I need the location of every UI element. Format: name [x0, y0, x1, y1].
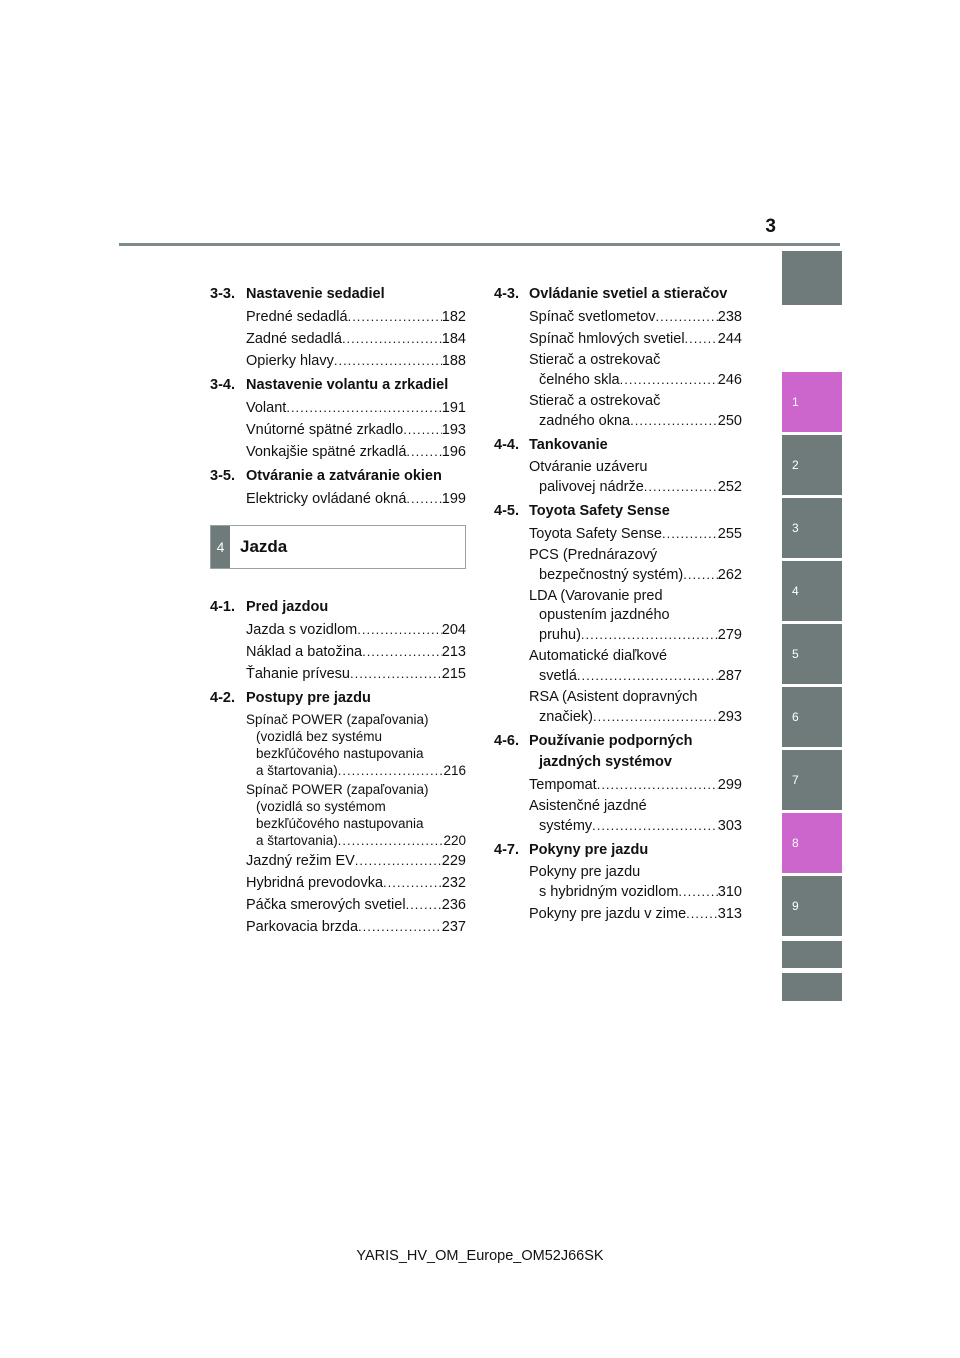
- thumb-tab-label: 5: [792, 647, 799, 661]
- entry-title: Vnútorné spätné zrkadlo: [246, 422, 404, 438]
- dot-leader: [403, 420, 442, 439]
- section-title: Toyota Safety Sense: [529, 503, 670, 519]
- toc-entry[interactable]: [494, 775, 742, 795]
- toc-entry[interactable]: [210, 307, 466, 327]
- entry-title-line: pruhu): [539, 627, 581, 643]
- entry-title-line: Automatické diaľkové: [529, 648, 668, 664]
- thumb-tab-label: 9: [792, 899, 799, 913]
- entry-title-line: bezkľúčového nastupovania: [256, 816, 424, 831]
- entry-page: 303: [717, 818, 742, 834]
- section-number: 4-7.: [494, 842, 519, 858]
- entry-title: Ťahanie prívesu: [246, 666, 350, 682]
- dot-leader: [662, 524, 718, 543]
- entry-title-line: bezpečnostný systém): [539, 567, 684, 583]
- toc-entry[interactable]: [494, 458, 742, 497]
- chapter-title: Jazda: [240, 537, 288, 556]
- entry-page: 262: [717, 567, 742, 583]
- toc-section-heading[interactable]: [210, 284, 466, 305]
- toc-entry[interactable]: [210, 781, 466, 849]
- entry-title: Spínač svetlometov: [529, 309, 656, 325]
- thumb-tab-5[interactable]: [782, 624, 842, 684]
- entry-title-line: opustením jazdného: [539, 607, 670, 623]
- entry-page: 299: [717, 777, 742, 793]
- toc-entry[interactable]: [210, 398, 466, 418]
- toc-entry[interactable]: [210, 620, 466, 640]
- entry-title-line: a štartovania): [256, 763, 338, 778]
- section-number: 3-3.: [210, 286, 235, 302]
- section-title: Pokyny pre jazdu: [529, 842, 649, 858]
- section-title: jazdných systémov: [539, 754, 672, 770]
- entry-title-line: zadného okna: [539, 413, 631, 429]
- dot-leader: [334, 351, 442, 370]
- toc-entry[interactable]: [494, 351, 742, 390]
- dot-leader: [683, 565, 718, 584]
- section-number: 4-6.: [494, 733, 519, 749]
- entry-page: 191: [441, 400, 466, 416]
- document-footer: YARIS_HV_OM_Europe_OM52J66SK: [356, 1248, 604, 1264]
- dot-leader: [338, 832, 444, 849]
- entry-title: Pokyny pre jazdu v zime: [529, 906, 687, 922]
- entry-title-line: a štartovania): [256, 833, 338, 848]
- toc-entry[interactable]: [210, 420, 466, 440]
- dot-leader: [577, 666, 718, 685]
- toc-entry[interactable]: [494, 392, 742, 431]
- thumb-tab-label: 6: [792, 710, 799, 724]
- dot-leader: [630, 411, 718, 430]
- dot-leader: [357, 620, 442, 639]
- chapter-number-tab: 4: [211, 526, 230, 568]
- toc-entry[interactable]: [494, 904, 742, 924]
- entry-title: Zadné sedadlá: [246, 331, 342, 347]
- section-number: 4-2.: [210, 690, 235, 706]
- entry-page: 220: [443, 833, 466, 848]
- entry-page: 310: [717, 884, 742, 900]
- dot-leader: [678, 882, 717, 901]
- toc-section-heading[interactable]: [210, 597, 466, 618]
- entry-title: Hybridná prevodovka: [246, 875, 384, 891]
- entry-title: Predné sedadlá: [246, 309, 348, 325]
- entry-title: Toyota Safety Sense: [529, 526, 662, 542]
- section-title: Postupy pre jazdu: [246, 690, 371, 706]
- toc-section-heading[interactable]: [210, 466, 466, 487]
- section-number: 4-4.: [494, 437, 519, 453]
- entry-page: 182: [441, 309, 466, 325]
- dot-leader: [286, 398, 441, 417]
- entry-page: 196: [441, 444, 466, 460]
- header-rule: [119, 243, 840, 246]
- toc-section-heading[interactable]: [210, 688, 466, 709]
- toc-right-column: [494, 284, 742, 924]
- dot-leader: [355, 851, 442, 870]
- thumb-tab-2[interactable]: [782, 435, 842, 495]
- section-title: Pred jazdou: [246, 599, 329, 615]
- toc-entry[interactable]: [494, 647, 742, 686]
- entry-page: 293: [717, 709, 742, 725]
- thumb-tab-9[interactable]: [782, 876, 842, 936]
- entry-title: Parkovacia brzda: [246, 919, 359, 935]
- dot-leader: [597, 775, 718, 794]
- toc-entry[interactable]: [494, 546, 742, 585]
- toc-section-heading[interactable]: [494, 501, 742, 522]
- thumb-tab-4[interactable]: [782, 561, 842, 621]
- dot-leader: [338, 762, 444, 779]
- dot-leader: [406, 489, 441, 508]
- entry-title: Náklad a batožina: [246, 644, 363, 660]
- entry-title-line: RSA (Asistent dopravných: [529, 689, 698, 705]
- entry-title: Jazda s vozidlom: [246, 622, 358, 638]
- entry-title: Jazdný režim EV: [246, 853, 355, 869]
- section-title: Používanie podporných: [529, 733, 693, 749]
- thumb-tab-7[interactable]: [782, 750, 842, 810]
- section-title: Nastavenie sedadiel: [246, 286, 385, 302]
- entry-title-line: LDA (Varovanie pred: [529, 588, 663, 604]
- thumb-tab-blank[interactable]: [782, 251, 842, 305]
- entry-page: 246: [717, 372, 742, 388]
- entry-page: 279: [717, 627, 742, 643]
- entry-title-line: značiek): [539, 709, 593, 725]
- entry-title-line: Asistenčné jazdné: [529, 798, 647, 814]
- entry-title-line: s hybridným vozidlom: [539, 884, 679, 900]
- dot-leader: [686, 904, 718, 923]
- entry-title-line: Spínač POWER (zapaľovania): [246, 712, 429, 727]
- entry-page: 232: [441, 875, 466, 891]
- toc-entry[interactable]: [210, 895, 466, 915]
- section-number: 3-4.: [210, 377, 235, 393]
- entry-title: Elektricky ovládané okná: [246, 491, 407, 507]
- thumb-tab-blank[interactable]: [782, 941, 842, 968]
- toc-section-heading[interactable]: [494, 435, 742, 456]
- entry-title-line: bezkľúčového nastupovania: [256, 746, 424, 761]
- dot-leader: [644, 477, 718, 496]
- thumb-tab-3[interactable]: [782, 498, 842, 558]
- thumb-tab-label: 1: [792, 395, 799, 409]
- toc-entry[interactable]: [494, 688, 742, 727]
- section-number: 3-5.: [210, 468, 235, 484]
- dot-leader: [406, 442, 441, 461]
- toc-entry[interactable]: [210, 664, 466, 684]
- toc-left-column: [210, 284, 466, 937]
- entry-page: 199: [441, 491, 466, 507]
- dot-leader: [620, 370, 718, 389]
- toc-entry[interactable]: [494, 329, 742, 349]
- entry-title-line: svetlá: [539, 668, 577, 684]
- toc-entry[interactable]: [494, 307, 742, 327]
- toc-entry[interactable]: [210, 917, 466, 937]
- section-title: Ovládanie svetiel a stieračov: [529, 286, 728, 302]
- section-title: Nastavenie volantu a zrkadiel: [246, 377, 449, 393]
- dot-leader: [350, 664, 442, 683]
- entry-page: 213: [441, 644, 466, 660]
- entry-title-line: palivovej nádrže: [539, 479, 644, 495]
- dot-leader: [383, 873, 442, 892]
- section-number: 4-1.: [210, 599, 235, 615]
- entry-page: 250: [717, 413, 742, 429]
- thumb-tab-label: 2: [792, 458, 799, 472]
- toc-section-heading[interactable]: [210, 375, 466, 396]
- entry-title: Tempomat: [529, 777, 597, 793]
- toc-entry[interactable]: [494, 797, 742, 836]
- toc-entry[interactable]: [494, 524, 742, 544]
- toc-section-heading[interactable]: [494, 731, 742, 773]
- toc-entry[interactable]: [210, 711, 466, 779]
- toc-entry[interactable]: [210, 489, 466, 509]
- toc-entry[interactable]: [210, 642, 466, 662]
- thumb-tab-label: 8: [792, 836, 799, 850]
- entry-page: 313: [717, 906, 742, 922]
- entry-page: 237: [441, 919, 466, 935]
- entry-page: 244: [717, 331, 742, 347]
- dot-leader: [592, 816, 718, 835]
- toc-entry[interactable]: [210, 351, 466, 371]
- toc-section-heading[interactable]: [494, 840, 742, 861]
- thumb-tab-6[interactable]: [782, 687, 842, 747]
- entry-page: 204: [441, 622, 466, 638]
- entry-page: 252: [717, 479, 742, 495]
- entry-page: 236: [441, 897, 466, 913]
- chapter-heading-box[interactable]: [210, 525, 466, 569]
- entry-title-line: čelného skla: [539, 372, 620, 388]
- toc-entry[interactable]: [494, 587, 742, 645]
- entry-page: 287: [717, 668, 742, 684]
- entry-title: Vonkajšie spätné zrkadlá: [246, 444, 407, 460]
- toc-entry[interactable]: [494, 863, 742, 902]
- entry-page: 184: [441, 331, 466, 347]
- dot-leader: [593, 707, 718, 726]
- toc-entry[interactable]: [210, 851, 466, 871]
- section-title: Otváranie a zatváranie okien: [246, 468, 442, 484]
- entry-title-line: Stierač a ostrekovač: [529, 352, 661, 368]
- entry-title: Volant: [246, 400, 287, 416]
- entry-page: 216: [443, 763, 466, 778]
- thumb-tab-label: 3: [792, 521, 799, 535]
- dot-leader: [656, 307, 718, 326]
- dot-leader: [581, 625, 718, 644]
- section-title: Tankovanie: [529, 437, 608, 453]
- dot-leader: [406, 895, 442, 914]
- entry-title-line: systémy: [539, 818, 593, 834]
- toc-entry[interactable]: [210, 329, 466, 349]
- toc-entry[interactable]: [210, 873, 466, 893]
- dot-leader: [342, 329, 442, 348]
- entry-title-line: Pokyny pre jazdu: [529, 864, 641, 880]
- thumb-tab-8[interactable]: [782, 813, 842, 873]
- entry-title: Opierky hlavy: [246, 353, 334, 369]
- entry-page: 188: [441, 353, 466, 369]
- toc-entry[interactable]: [210, 442, 466, 462]
- entry-page: 238: [717, 309, 742, 325]
- entry-title-line: (vozidlá bez systému: [256, 729, 383, 744]
- entry-page: 229: [441, 853, 466, 869]
- thumb-tab-1[interactable]: [782, 372, 842, 432]
- section-number: 4-5.: [494, 503, 519, 519]
- dot-leader: [362, 642, 442, 661]
- thumb-tab-label: 7: [792, 773, 799, 787]
- entry-title: Spínač hmlových svetiel: [529, 331, 685, 347]
- entry-title-line: (vozidlá so systémom: [256, 799, 386, 814]
- entry-title-line: Stierač a ostrekovač: [529, 393, 661, 409]
- entry-title-line: Otváranie uzáveru: [529, 459, 648, 475]
- dot-leader: [358, 917, 442, 936]
- entry-title-line: Spínač POWER (zapaľovania): [246, 782, 429, 797]
- toc-section-heading[interactable]: [494, 284, 742, 305]
- thumb-tab-label: 4: [792, 584, 799, 598]
- page-number: 3: [765, 216, 776, 237]
- section-number: 4-3.: [494, 286, 519, 302]
- entry-title: Páčka smerových svetiel: [246, 897, 406, 913]
- entry-page: 215: [441, 666, 466, 682]
- thumb-tab-blank[interactable]: [782, 973, 842, 1001]
- entry-page: 255: [717, 526, 742, 542]
- entry-title-line: PCS (Prednárazový: [529, 547, 658, 563]
- dot-leader: [348, 307, 442, 326]
- entry-page: 193: [441, 422, 466, 438]
- dot-leader: [685, 329, 718, 348]
